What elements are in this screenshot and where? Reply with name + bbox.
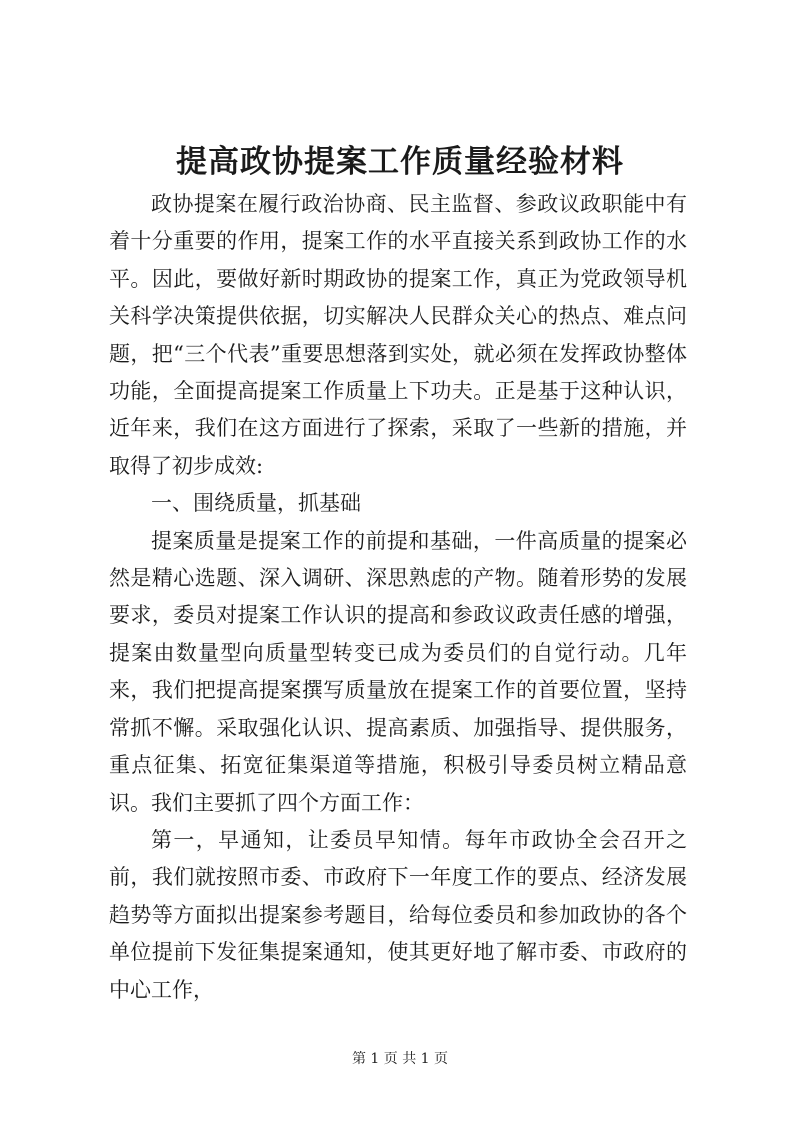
paragraph-quality: 提案质量是提案工作的前提和基础，一件高质量的提案必然是精心选题、深入调研、深思熟虑的产物。随着形势的发展要求，委员对提案工作认识的提高和参政议政责任感的增强，提案由数量型向质量型转变已成为委员们的自觉行动。几年来，我们把提高提案撰写质量放在提案工作的首要位置，坚持常抓不懈。采取强化认识、提高素质、加强指导、提供服务，重点征集、拓宽征集渠道等措施，积极引导委员树立精品意识。我们主要抓了四个方面工作： <box>109 528 687 815</box>
document-title: 提高政协提案工作质量经验材料 <box>176 144 624 180</box>
document-body <box>109 186 687 1009</box>
section-heading-1: 一、围绕质量，抓基础 <box>151 491 361 516</box>
paragraph-intro: 政协提案在履行政治协商、民主监督、参政议政职能中有着十分重要的作用，提案工作的水平直接关系到政协工作的水平。因此，要做好新时期政协的提案工作，真正为党政领导机关科学决策提供依据，切实解决人民群众关心的热点、难点问题，把“三个代表”重要思想落到实处，就必须在发挥政协整体功能，全面提高提案工作质量上下功夫。正是基于这种认识，近年来，我们在这方面进行了探索，采取了一些新的措施，并取得了初步成效: <box>109 192 687 478</box>
paragraph-first-point: 第一，早通知，让委员早知情。每年市政协全会召开之前，我们就按照市委、市政府下一年度工作的要点、经济发展趋势等方面拟出提案参考题目，给每位委员和参加政协的各个单位提前下发征集提案通知，使其更好地了解市委、市政府的中心工作， <box>109 827 687 1002</box>
page-footer: 第 1 页 共 1 页 <box>351 1051 449 1067</box>
